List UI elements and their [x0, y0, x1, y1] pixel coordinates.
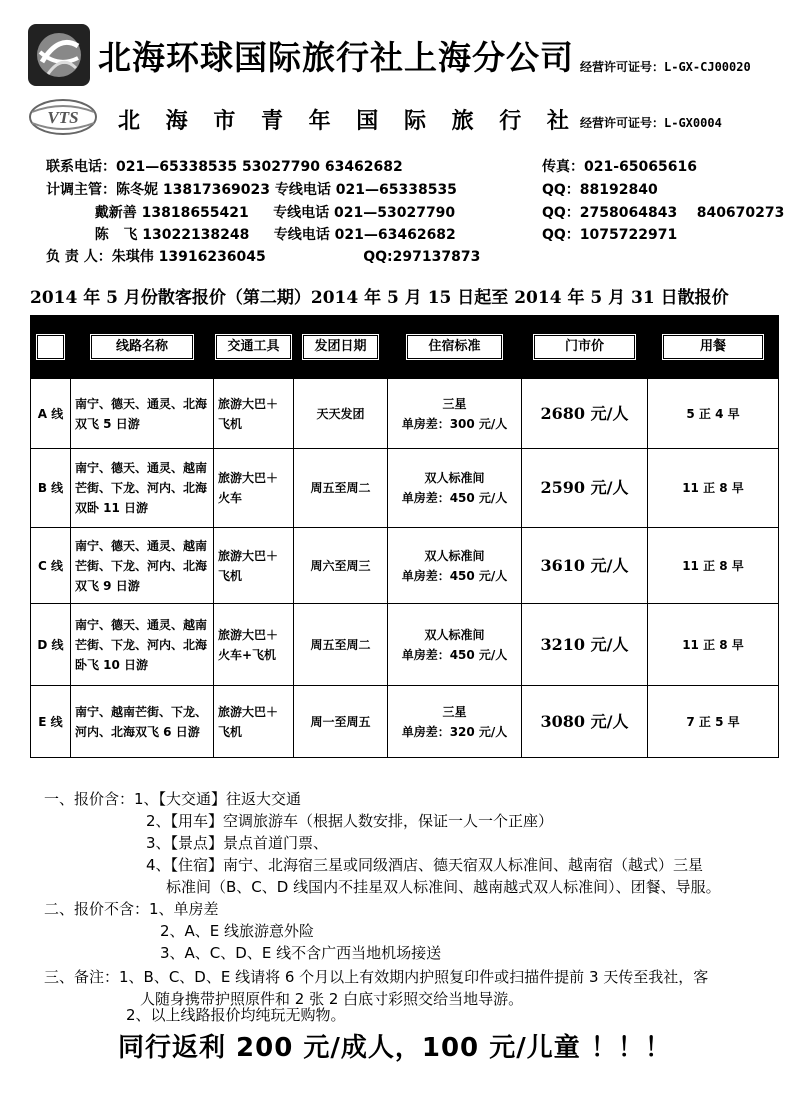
retail-price: 3080 元/人 — [522, 686, 648, 758]
departure-date: 周五至周二 — [294, 604, 388, 686]
table-row — [31, 686, 779, 758]
youth-travel-logo — [28, 98, 98, 136]
note-remarks-1-cont: 人随身携带护照原件和 2 张 2 白底寸彩照交给当地导游。 — [140, 990, 524, 1008]
note-includes-3: 3、【景点】景点首道门票、 — [146, 834, 329, 852]
meals: 11 正 8 早 — [648, 528, 779, 604]
single-supplement: 单房差：450 元/人 — [401, 491, 508, 505]
transport: 旅游大巴＋火车 — [214, 449, 294, 528]
route-name: 南宁、德天、通灵、越南芒街、下龙、河内、北海双卧 11 日游 — [71, 449, 214, 528]
route-name: 南宁、德天、通灵、越南芒街、下龙、河内、北海双飞 9 日游 — [71, 528, 214, 604]
table-header-cell: 线路名称 — [71, 316, 214, 379]
commission-footer: 同行返利 200 元/成人，100 元/儿童 ！！！ — [118, 1033, 672, 1063]
hotel-standard: 双人标准间 — [424, 471, 485, 485]
meals: 11 正 8 早 — [648, 449, 779, 528]
hotel-standard: 双人标准间 — [424, 627, 485, 642]
single-supplement: 单房差：450 元/人 — [401, 647, 508, 662]
transport: 旅游大巴＋飞机 — [214, 686, 294, 758]
note-remarks-1: 三、备注：1、B、C、D、E 线请将 6 个月以上有效期内护照复印件或扫描件提前 3 天传至我社，客 — [44, 968, 709, 986]
hotel-standard: 三星 — [442, 396, 467, 411]
hotel-standard: 双人标准间 — [424, 548, 485, 563]
meals: 7 正 5 早 — [648, 686, 779, 758]
contact-qq: QQ：88192840 — [542, 182, 658, 198]
contact-row: 陈 飞 13022138248 专线电话 021—63462682 — [46, 227, 456, 243]
line-code: E 线 — [31, 686, 71, 758]
route-name: 南宁、德天、通灵、北海双飞 5 日游 — [71, 379, 214, 449]
note-excludes-2: 2、A、E 线旅游意外险 — [160, 922, 315, 940]
company-name-primary: 北海环球国际旅行社上海分公司 — [98, 38, 574, 77]
meals: 5 正 4 早 — [648, 379, 779, 449]
table-header-cell: 发团日期 — [294, 316, 388, 379]
line-code: A 线 — [31, 379, 71, 449]
table-row — [31, 449, 779, 528]
accommodation — [388, 449, 522, 528]
route-name: 南宁、德天、通灵、越南芒街、下龙、河内、北海卧飞 10 日游 — [71, 604, 214, 686]
price-list-heading: 2014 年 5 月份散客报价（第二期）2014 年 5 月 15 日起至 2014 年 5 月 31 日散报价 — [30, 288, 729, 308]
license-number-secondary: 经营许可证号：L-GX0004 — [580, 116, 722, 130]
company-name-secondary: 北 海 市 青 年 国 际 旅 行 社 — [118, 109, 578, 134]
retail-price: 3610 元/人 — [522, 528, 648, 604]
table-header-cell: 交通工具 — [214, 316, 294, 379]
accommodation — [388, 379, 522, 449]
note-includes-2: 2、【用车】空调旅游车（根据人数安排，保证一人一个正座） — [146, 812, 554, 830]
note-remarks-2: 2、以上线路报价均纯玩无购物。 — [126, 1006, 346, 1024]
note-includes-4-cont: 标准间（B、C、D 线国内不挂星双人标准间、越南越式双人标准间）、团餐、导服。 — [166, 878, 721, 896]
license-number-primary: 经营许可证号：L-GX-CJ00020 — [580, 60, 751, 74]
departure-date: 周一至周五 — [294, 686, 388, 758]
table-header-cell: 用餐 — [648, 316, 779, 379]
single-supplement: 单房差：300 元/人 — [401, 416, 508, 431]
logo-text: VTS — [47, 108, 79, 127]
company-logo-globe — [28, 24, 90, 86]
hotel-standard: 三星 — [442, 704, 467, 719]
contact-row: 戴新善 13818655421 专线电话 021—53027790 — [46, 205, 456, 221]
line-code: D 线 — [31, 604, 71, 686]
table-row — [31, 379, 779, 449]
route-name: 南宁、越南芒街、下龙、河内、北海双飞 6 日游 — [71, 686, 214, 758]
contact-qq: QQ：2758064843 840670273 — [542, 205, 785, 221]
retail-price: 2590 元/人 — [522, 449, 648, 528]
table-header-cell: 门市价 — [522, 316, 648, 379]
note-includes-1: 一、报价含：1、【大交通】往返大交通 — [44, 790, 302, 808]
table-row — [31, 528, 779, 604]
contact-row: 计调主管：陈冬妮 13817369023 专线电话 021—65338535 — [46, 182, 457, 198]
retail-price: 3210 元/人 — [522, 604, 648, 686]
line-code: B 线 — [31, 449, 71, 528]
departure-date: 天天发团 — [294, 379, 388, 449]
meals: 11 正 8 早 — [648, 604, 779, 686]
table-header-cell: 住宿标准 — [388, 316, 522, 379]
note-includes-4: 4、【住宿】南宁、北海宿三星或同级酒店、德天宿双人标准间、越南宿（越式）三星 — [146, 856, 704, 874]
contact-fax: 传真：021-65065616 — [542, 159, 697, 175]
single-supplement: 单房差：320 元/人 — [401, 724, 508, 739]
note-excludes-3: 3、A、C、D、E 线不含广西当地机场接送 — [160, 944, 442, 962]
accommodation — [388, 528, 522, 604]
contact-row: 负 责 人：朱琪伟 13916236045 QQ:297137873 — [46, 249, 481, 265]
price-table — [30, 315, 779, 758]
contact-phone: 联系电话：021—65338535 53027790 63462682 — [46, 159, 403, 175]
table-row — [31, 604, 779, 686]
retail-price: 2680 元/人 — [522, 379, 648, 449]
transport: 旅游大巴＋火车+飞机 — [214, 604, 294, 686]
single-supplement: 单房差：450 元/人 — [401, 568, 508, 583]
contact-qq: QQ：1075722971 — [542, 227, 678, 243]
table-header-cell — [31, 316, 71, 379]
note-excludes-1: 二、报价不含：1、单房差 — [44, 900, 219, 918]
departure-date: 周五至周二 — [294, 449, 388, 528]
accommodation — [388, 686, 522, 758]
departure-date: 周六至周三 — [294, 528, 388, 604]
line-code: C 线 — [31, 528, 71, 604]
accommodation — [388, 604, 522, 686]
transport: 旅游大巴＋飞机 — [214, 528, 294, 604]
transport: 旅游大巴＋飞机 — [214, 379, 294, 449]
table-header-row — [31, 316, 779, 379]
